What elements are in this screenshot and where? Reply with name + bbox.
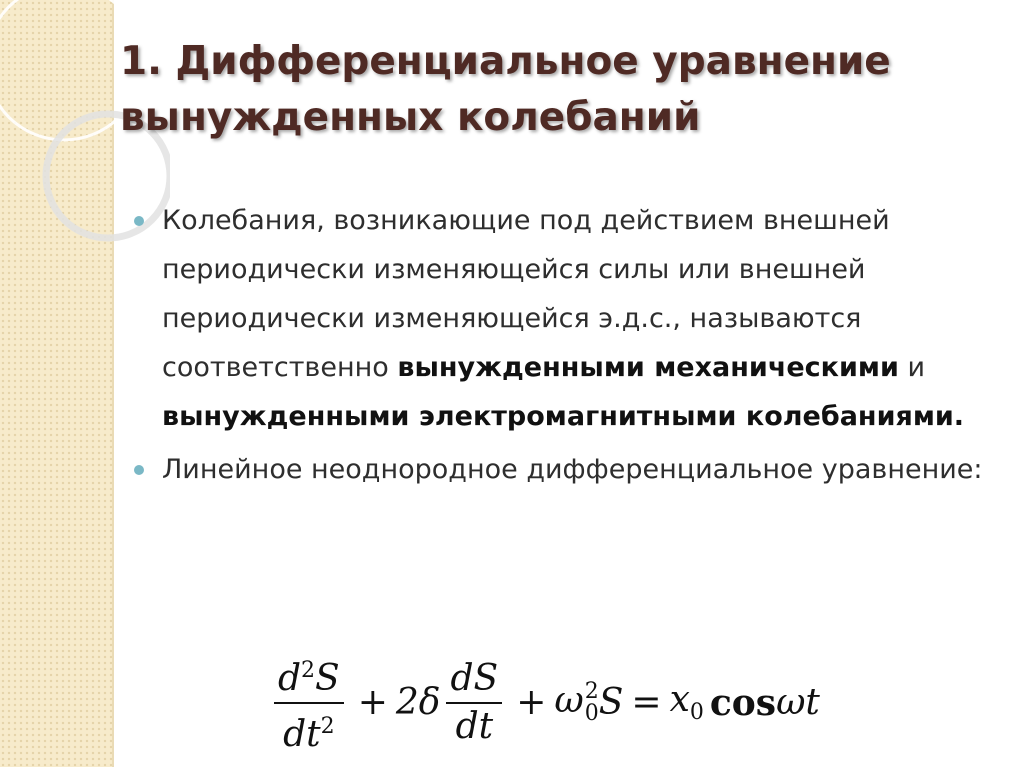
frac1-den-power: 2 [320, 713, 335, 739]
frac1-num-power: 2 [301, 657, 316, 683]
amplitude-x0 [670, 679, 704, 725]
differential-equation-formula [268, 650, 820, 755]
fraction-1-numerator [274, 648, 344, 702]
cos-function: cos [709, 681, 777, 724]
bullet-1-bold-mechanical: вынужденными механическими [397, 352, 899, 383]
bullet-1-bold-electromagnetic: вынужденными электромагнитными колебаниями. [162, 401, 965, 432]
bullet-2-text: Линейное неоднородное дифференциальное уравнение: [162, 454, 983, 485]
fraction-2-denominator: dt [455, 705, 494, 747]
omega-zero-squared [554, 680, 598, 725]
x-subscript: 0 [689, 700, 704, 726]
bullet-list [134, 196, 994, 494]
second-derivative-fraction [274, 648, 344, 758]
variable-S: S [598, 682, 624, 723]
frac1-S: S [315, 657, 340, 699]
plus-sign-1: + [357, 682, 388, 723]
two-delta: 2δ [395, 682, 441, 723]
first-derivative-fraction [446, 656, 502, 750]
omega-t: ωt [776, 682, 820, 723]
fraction-1-denominator [279, 704, 339, 758]
frac1-dt: dt [283, 713, 321, 755]
bullet-item-1 [134, 196, 994, 441]
bullet-item-2 [134, 445, 994, 494]
bullet-dot-icon [134, 216, 144, 226]
plus-sign-2: + [516, 682, 547, 723]
omega-subscript: 0 [584, 701, 599, 726]
title-line-2: вынужденных колебаний [120, 95, 701, 140]
slide-title [120, 34, 1000, 146]
omega-power: 2 [584, 679, 599, 704]
fraction-2-numerator: dS [450, 657, 499, 699]
bullet-1-text: Колебания, возникающие под действием внешней периодически изменяющейся силы или внешней периодически изменяющейся э.д.с., называются соответственно [162, 205, 890, 383]
bullet-1-conjunction: и [898, 352, 926, 383]
bullet-dot-icon [134, 465, 144, 475]
x-symbol: x [669, 679, 690, 721]
frac1-d: d [278, 657, 302, 699]
title-line-1: 1. Дифференциальное уравнение [120, 39, 891, 84]
omega-symbol: ω [554, 680, 584, 721]
equals-sign: = [631, 682, 662, 723]
